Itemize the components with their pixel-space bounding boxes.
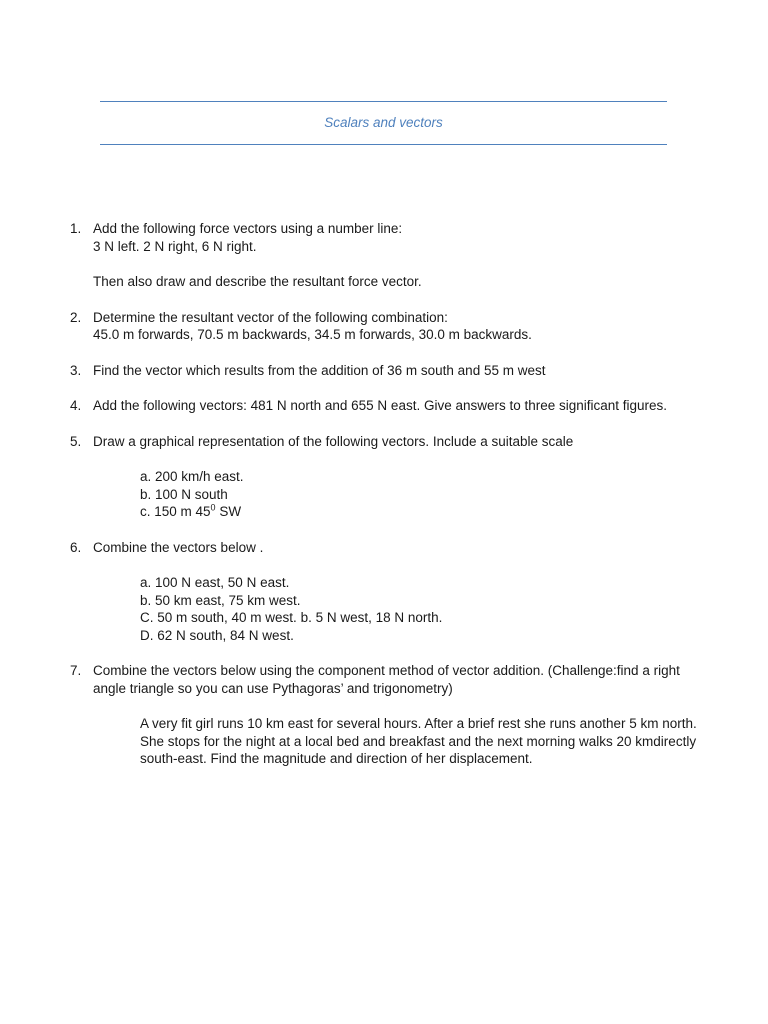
question-3 [70,362,730,380]
sub-item-list [140,574,730,644]
question-text: Draw a graphical representation of the following vectors. Include a suitable scale [93,433,574,449]
sub-item [140,503,730,521]
header-rule-top [100,101,667,102]
word-problem-text: She stops for the night at a local bed and breakfast and the next morning walks 20 kmdirectly [140,733,697,749]
question-number: 3. [70,362,82,378]
question-followup: Then also draw and describe the resultant force vector. [93,274,422,289]
question-text: 3 N left. 2 N right, 6 N right. [93,238,257,254]
question-text: Add the following force vectors using a number line: [93,221,403,236]
sub-item-text: SW [215,504,242,519]
sub-item: b. 100 N south [140,486,228,502]
word-problem-text: A very fit girl runs 10 km east for several hours. After a brief rest she runs another 5 km north. [140,716,697,731]
question-number: 2. [70,309,82,325]
question-text: Determine the resultant vector of the following combination: [93,309,448,325]
question-number: 5. [70,433,82,449]
question-2 [70,309,730,344]
question-text: 45.0 m forwards, 70.5 m backwards, 34.5 m forwards, 30.0 m backwards. [93,327,532,342]
question-number: 1. [70,221,82,236]
header-rule-bottom [100,144,667,145]
question-text: Find the vector which results from the addition of 36 m south and 55 m west [93,362,546,378]
degree-superscript: 0 [210,502,216,513]
sub-item: a. 100 N east, 50 N east. [140,575,290,590]
question-list [70,220,730,786]
question-1 [70,220,730,291]
question-number: 6. [70,539,82,555]
sub-item: C. 50 m south, 40 m west. b. 5 N west, 18 N north. [140,610,443,625]
question-number: 4. [70,398,82,413]
word-problem [140,715,740,768]
sub-item: a. 200 km/h east. [140,469,244,484]
page-title: Scalars and vectors [324,115,443,130]
question-number: 7. [70,663,82,678]
question-7 [70,662,730,768]
question-text: Combine the vectors below . [93,539,264,555]
question-4 [70,397,730,415]
sub-item: b. 50 km east, 75 km west. [140,592,301,608]
question-text: angle triangle so you can use Pythagoras’ and trigonometry) [93,680,453,696]
question-text: Combine the vectors below using the component method of vector addition. (Challenge:find a right [93,663,680,678]
sub-item-text: c. 150 m 45 [140,504,211,519]
sub-item: D. 62 N south, 84 N west. [140,627,294,643]
word-problem-text: south-east. Find the magnitude and direction of her displacement. [140,751,533,766]
question-text: Add the following vectors: 481 N north and 655 N east. Give answers to three significant figures. [93,398,668,413]
question-5 [70,433,730,521]
sub-item-list [140,468,730,521]
question-6 [70,539,730,645]
